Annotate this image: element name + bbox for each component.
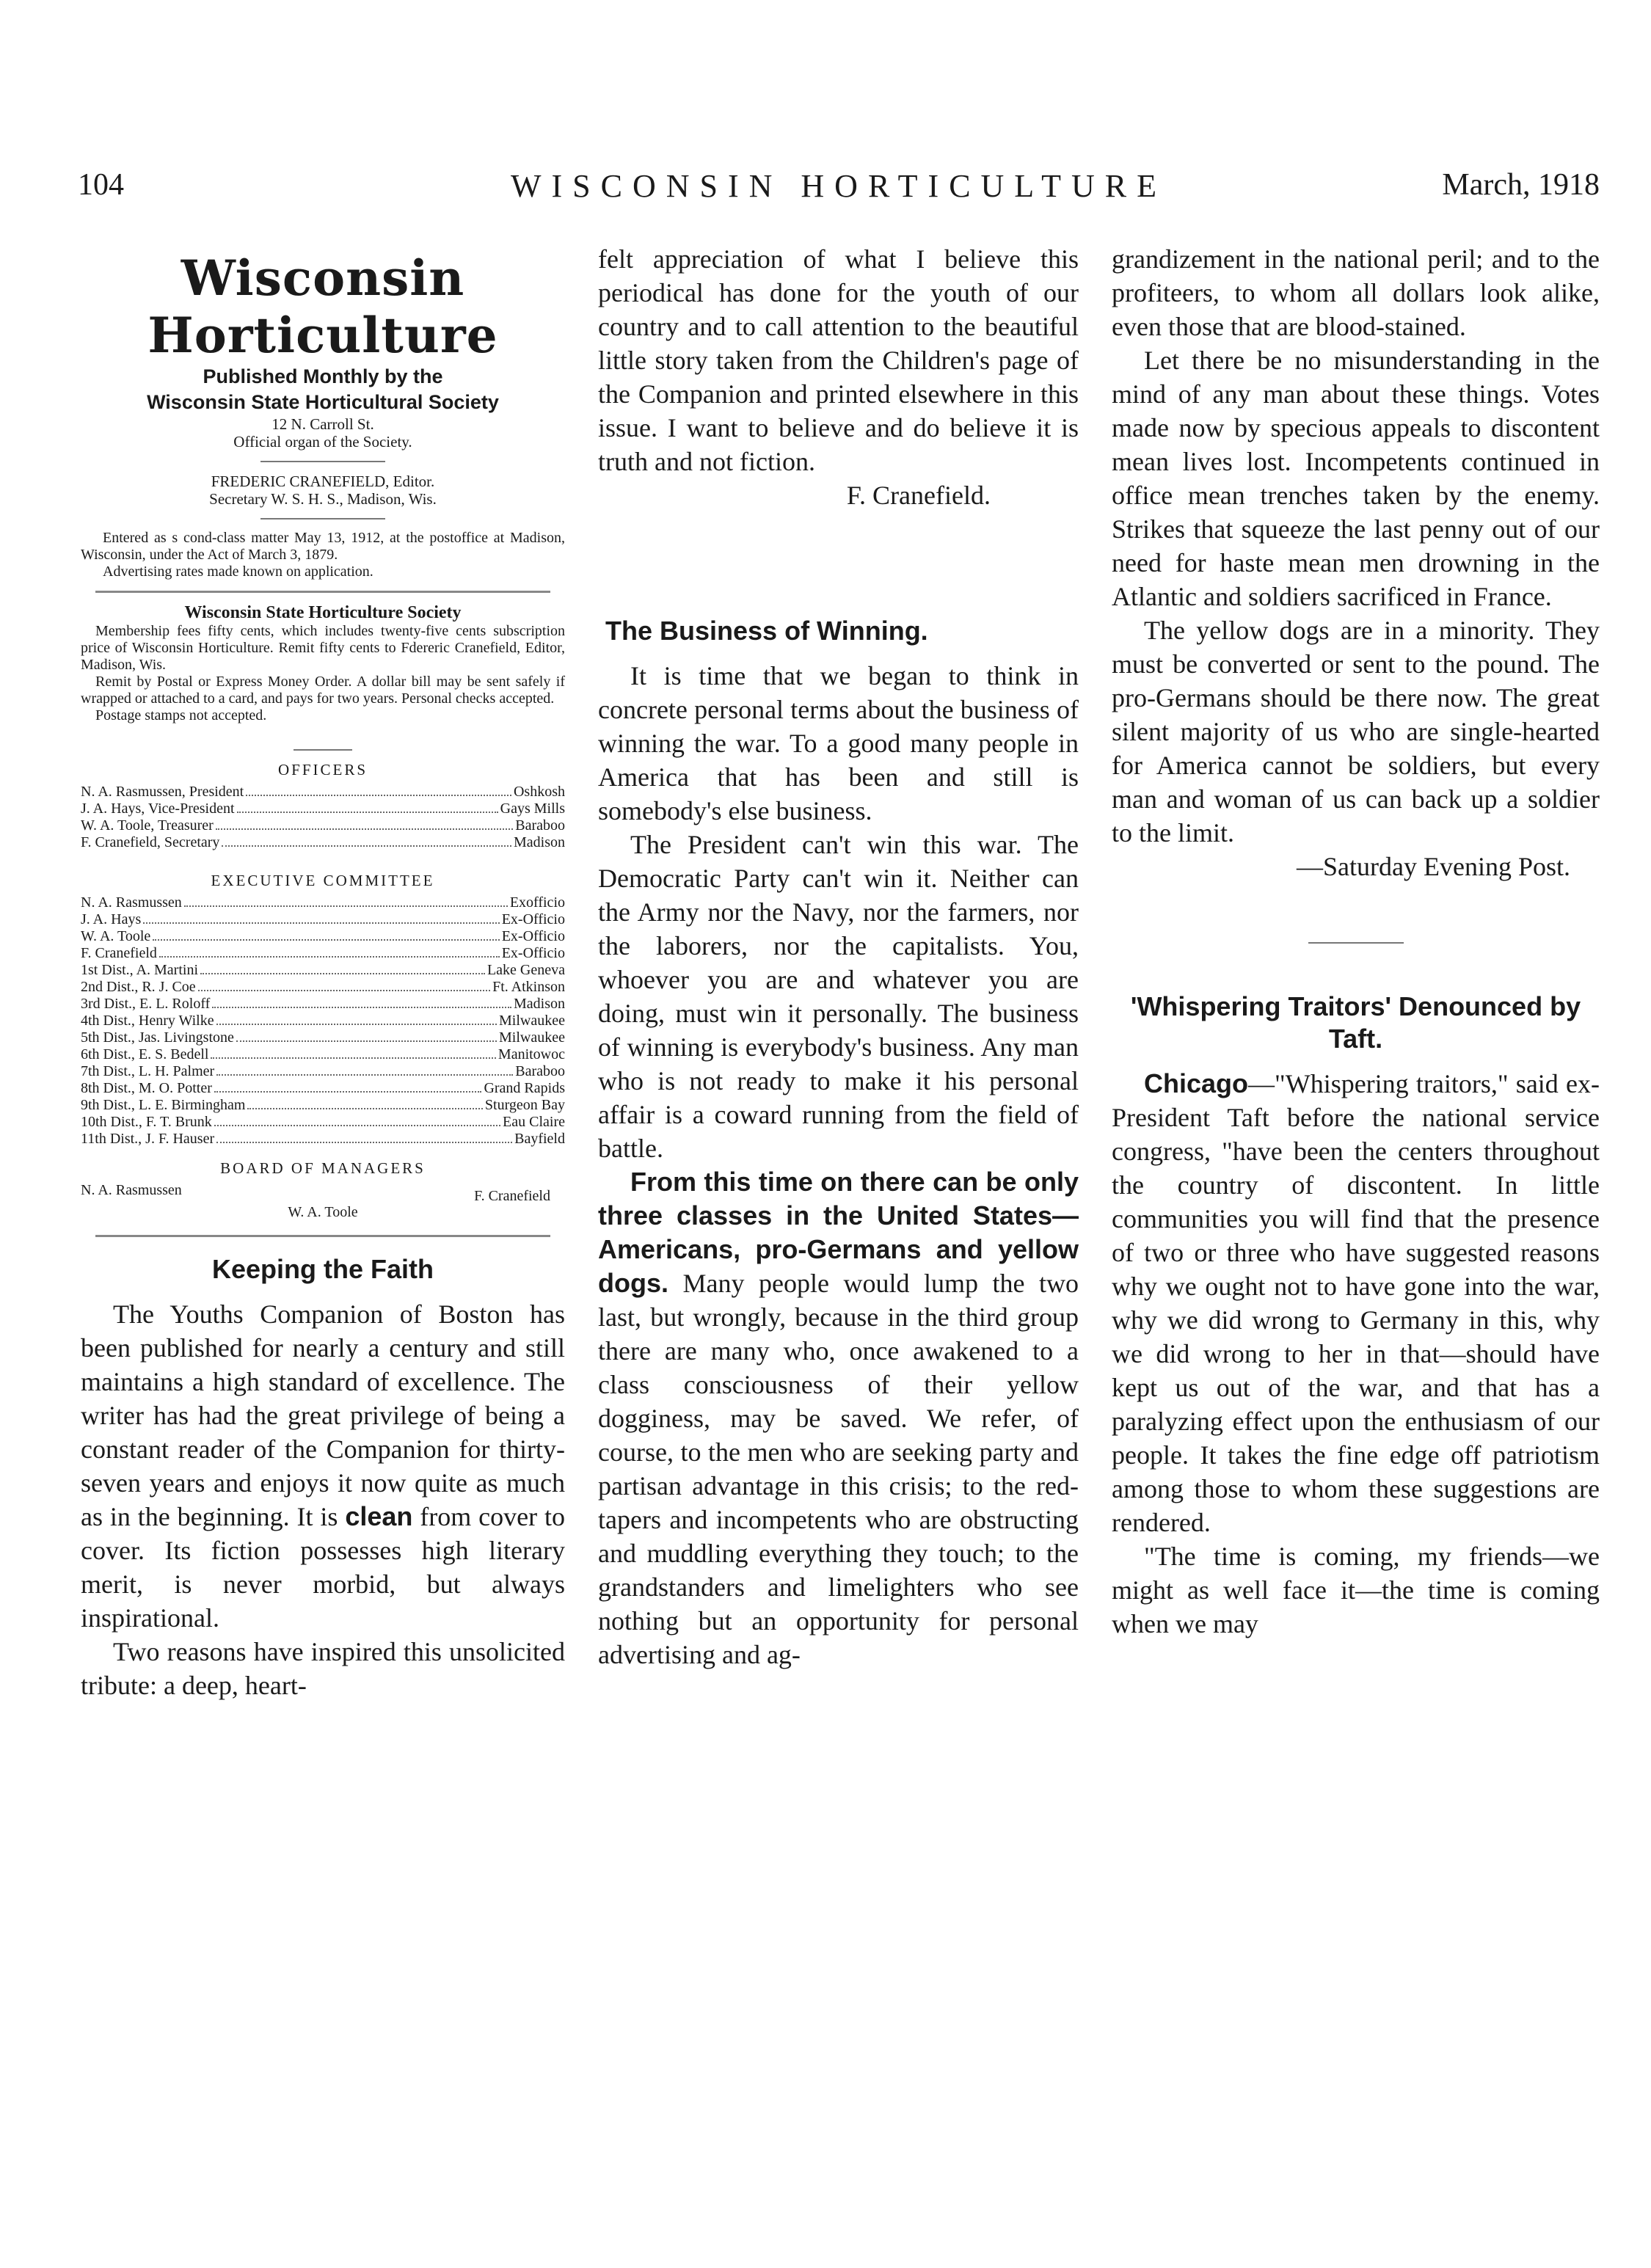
advertising-notice: Advertising rates made known on application.	[103, 564, 373, 580]
exec-row: F. Cranefield Ex-Officio	[81, 945, 565, 961]
exec-row: 11th Dist., J. F. Hauser Bayfield	[81, 1131, 565, 1147]
divider	[294, 749, 352, 751]
exec-row: 1st Dist., A. Martini Lake Geneva	[81, 962, 565, 978]
source-attribution: —Saturday Evening Post.	[1297, 852, 1570, 881]
divider	[95, 1235, 550, 1237]
column-right	[1112, 242, 1600, 1641]
society-box-title: Wisconsin State Horticulture Society	[184, 603, 462, 622]
exec-row: 5th Dist., Jas. Livingstone Milwaukee	[81, 1029, 565, 1046]
exec-row: 4th Dist., Henry Wilke Milwaukee	[81, 1013, 565, 1029]
officers-list	[81, 784, 565, 851]
official-organ: Official organ of the Society.	[233, 433, 412, 451]
editor-line: FREDERIC CRANEFIELD, Editor.	[211, 473, 435, 490]
exec-row: 6th Dist., E. S. Bedell Manitowoc	[81, 1046, 565, 1062]
divider	[260, 461, 385, 462]
exec-row: 10th Dist., F. T. Brunk Eau Claire	[81, 1114, 565, 1130]
paragraph: Two reasons have inspired this unsolicited tribute: a deep, heart-	[81, 1637, 565, 1700]
membership-text: Membership fees fifty cents, which includes twenty-five cents subscription price of Wisconsin Horticulture. Remit fifty cents to Fdereric Cranefield, Editor, Madison, Wis.	[81, 623, 565, 673]
winning-title: The Business of Winning.	[605, 616, 928, 646]
managers-block	[81, 1182, 565, 1235]
remit-text: Remit by Postal or Express Money Order. A dollar bill may be sent safely if wrapped or attached to a card, and pays for two years. Personal checks accepted.	[81, 674, 565, 707]
exec-row: J. A. Hays Ex-Officio	[81, 911, 565, 927]
exec-row: W. A. Toole Ex-Officio	[81, 928, 565, 944]
officer-row: W. A. Toole, Treasurer Baraboo	[81, 817, 565, 834]
masthead-title: Wisconsin Horticulture	[147, 249, 498, 364]
keeping-faith-continued	[598, 242, 1079, 512]
manager-center: W. A. Toole	[288, 1204, 358, 1220]
society-name: Wisconsin State Horticultural Society	[147, 391, 499, 413]
executive-title: EXECUTIVE COMMITTEE	[211, 872, 435, 889]
exec-row: 2nd Dist., R. J. Coe Ft. Atkinson	[81, 979, 565, 995]
address: 12 N. Carroll St.	[271, 415, 374, 433]
paragraph: "The time is coming, my friends—we might as well face it—the time is coming when we may	[1112, 1542, 1600, 1638]
paragraph: grandizement in the national peril; and to the profiteers, to whom all dollars look alike, even those that are blood-stained.	[1112, 244, 1600, 341]
traitors-title: 'Whispering Traitors' Denounced by Taft.	[1130, 991, 1581, 1054]
paragraph: It is time that we began to think in concrete personal terms about the business of winning the war. To a good many people in America that has been and still is somebody's else business.	[598, 661, 1079, 825]
paragraph: Let there be no misunderstanding in the mind of any man about these things. Votes made now by specious appeals to discontent mean lives lost. Incompetents continued in office mean trenches taken by the enemy. Strikes that squeeze the last penny out of our need for haste mean men drowning in the Atlantic and soldiers sacrificed in France.	[1112, 346, 1600, 611]
manager-right: F. Cranefield	[474, 1188, 550, 1204]
signature: F. Cranefield.	[846, 481, 991, 510]
exec-row: 7th Dist., L. H. Palmer Baraboo	[81, 1063, 565, 1079]
journal-title: WISCONSIN HORTICULTURE	[510, 168, 1167, 204]
entered-notice: Entered as s cond-class matter May 13, 1912, at the postoffice at Madison, Wisconsin, under the Act of March 3, 1879.	[81, 530, 565, 563]
column-left	[81, 242, 565, 1702]
paragraph: The President can't win this war. The Democratic Party can't win it. Neither can the Army nor the Navy, nor the farmers, nor the laborers, nor the capitalists. You, whoever you are and whatever you are doing, must win it personally. The business of winning is everybody's business. Any man who is not ready to make it his personal affair is a coward running from the field of battle.	[598, 830, 1079, 1163]
traitors-body	[1112, 1067, 1600, 1641]
divider	[260, 518, 385, 519]
divider	[95, 591, 550, 593]
divider	[1308, 942, 1404, 944]
keeping-faith-body	[81, 1297, 565, 1702]
paragraph: felt appreciation of what I believe this periodical has done for the youth of our country and to call attention to the beautiful little story taken from the Children's page of the Companion and printed elsewhere in this issue. I want to believe and do believe it is truth and not fiction.	[598, 244, 1079, 476]
paragraph: The yellow dogs are in a minority. They must be converted or sent to the pound. The pro-Germans should be there now. The great silent majority of us who are single-hearted for America cannot be soldiers, but every man and woman of us can back up a soldier to the limit.	[1112, 616, 1600, 847]
page-number: 104	[78, 168, 124, 202]
officer-row: F. Cranefield, Secretary Madison	[81, 834, 565, 850]
winning-continued	[1112, 242, 1600, 883]
paragraph: Chicago—"Whispering traitors," said ex-President Taft before the national service congress, "have been the centers throughout the country of discontent. In little communities you will find that the presence of two or three who have suggested reasons why we ought not to have gone into the war, why we did wrong to Germany in this, why we did wrong to her in that—should have kept us out of the war, and that has a paralyzing effect upon the enthusiasm of our people. It takes the fine edge off patriotism among those to whom these suggestions are rendered.	[1112, 1068, 1600, 1537]
published-line: Published Monthly by the	[203, 365, 443, 387]
keeping-faith-title: Keeping the Faith	[211, 1254, 434, 1284]
exec-row: 9th Dist., L. E. Birmingham Sturgeon Bay	[81, 1097, 565, 1113]
winning-body	[598, 659, 1079, 1671]
exec-row: 3rd Dist., E. L. Roloff Madison	[81, 996, 565, 1012]
exec-row: 8th Dist., M. O. Potter Grand Rapids	[81, 1080, 565, 1096]
exec-row: N. A. Rasmussen Exofficio	[81, 894, 565, 911]
paragraph: From this time on there can be only three classes in the United States—Americans, pro-Germans and yellow dogs. Many people would lump the two last, but wrongly, because in the third group there are many who, once awakened to a class consciousness of their yellow dogginess, may be saved. We refer, of course, to the men who are seeking party and partisan advantage in this crisis; to the red-tapers and incompetents who are obstructing and muddling everything they touch; to the grandstanders and limelighters who see nothing but an opportunity for personal advertising and ag-	[598, 1167, 1079, 1669]
paragraph: The Youths Companion of Boston has been published for nearly a century and still maintains a high standard of excellence. The writer has had the great privilege of being a constant reader of the Companion for thirty-seven years and enjoys it now quite as much as in the beginning. It is clean from cover to cover. Its fiction possesses high literary merit, is never morbid, but always inspirational.	[81, 1299, 565, 1633]
officer-row: N. A. Rasmussen, President Oshkosh	[81, 784, 565, 800]
officer-row: J. A. Hays, Vice-President Gays Mills	[81, 801, 565, 817]
secretary-line: Secretary W. S. H. S., Madison, Wis.	[209, 490, 437, 508]
manager-left: N. A. Rasmussen	[81, 1182, 182, 1198]
executive-list	[81, 894, 565, 1148]
managers-title: BOARD OF MANAGERS	[220, 1159, 426, 1177]
postage-text: Postage stamps not accepted.	[95, 707, 267, 723]
issue-date: March, 1918	[1442, 168, 1600, 202]
column-middle	[598, 242, 1079, 1671]
officers-title: OFFICERS	[277, 761, 368, 779]
page-header	[78, 167, 1600, 211]
